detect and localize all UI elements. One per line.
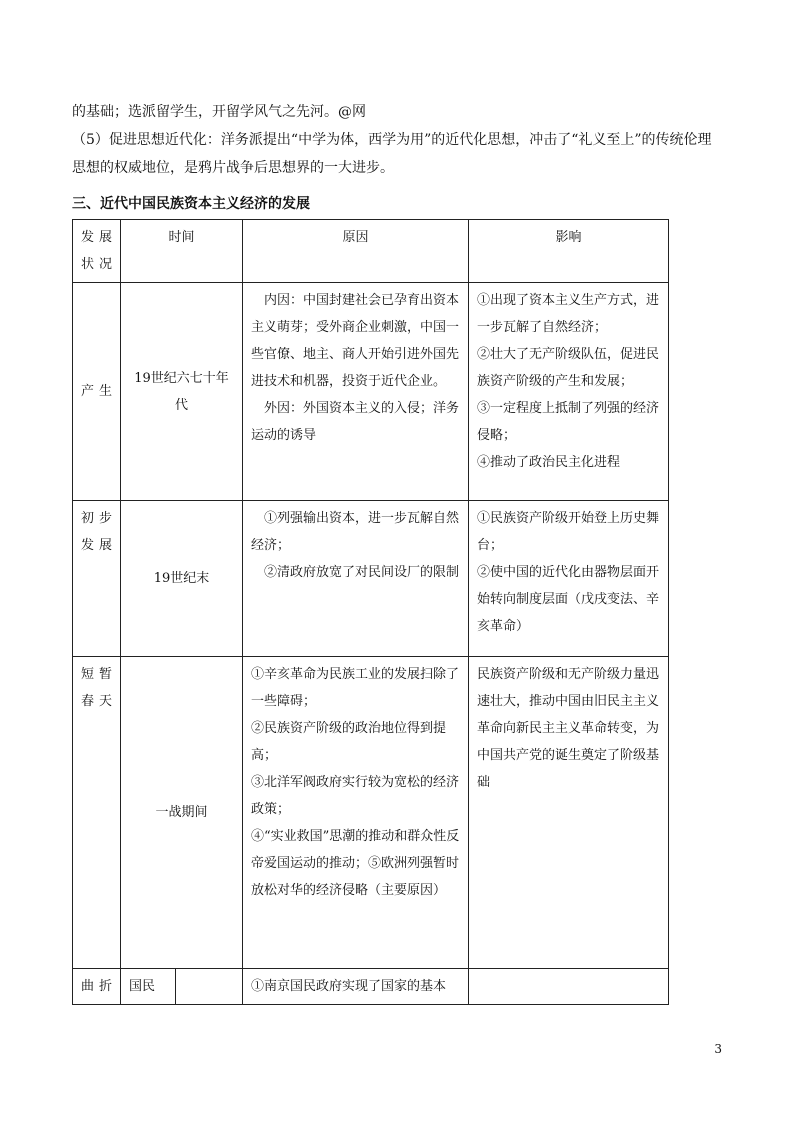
- cause-cell: [243, 969, 469, 1005]
- status-cell: 曲折: [73, 969, 121, 1005]
- impact-line: ①民族资产阶级开始登上历史舞台；: [477, 511, 660, 553]
- header-status: 发展状况: [73, 220, 121, 283]
- cause-line: ②清政府放宽了对民间设厂的限制: [264, 565, 460, 580]
- time-cell: 19世纪六七十年代: [121, 283, 243, 501]
- cause-line: 内因：中国封建社会已孕育出资本主义萌芽；受外商企业刺激，中国一些官僚、地主、商人开始引进外国先进技术和机器，投资于近代企业。: [251, 293, 460, 389]
- paragraph-1: 的基础；选派留学生，开留学风气之先河。@网: [72, 104, 366, 120]
- cause-line: ①列强输出资本，进一步瓦解自然经济；: [251, 511, 460, 553]
- page-number: 3: [714, 1042, 722, 1056]
- cause-cell: [243, 657, 469, 969]
- time-cell: 一战期间: [121, 657, 243, 969]
- cause-line: ③北洋军阀政府实行较为宽松的经济政策；: [251, 775, 460, 817]
- status-cell: 短暂春天: [73, 657, 121, 969]
- impact-line: ②使中国的近代化由器物层面开始转向制度层面（戊戌变法、辛亥革命）: [477, 565, 660, 634]
- cause-line: ②民族资产阶级的政治地位得到提高；: [251, 721, 447, 763]
- section-heading: 三、近代中国民族资本主义经济的发展: [72, 196, 310, 212]
- header-time: 时间: [121, 220, 243, 283]
- cause-line: ①南京国民政府实现了国家的基本: [251, 979, 447, 994]
- impact-cell: [469, 657, 669, 969]
- table-row: [73, 969, 669, 1005]
- economy-table: [72, 219, 669, 1005]
- table-row: [73, 283, 669, 501]
- impact-cell: [469, 283, 669, 501]
- table-header-row: [73, 220, 669, 283]
- paragraph-2: （5）促进思想近代化：洋务派提出“中学为体，西学为用”的近代化思想，冲击了“礼义至上”的传统伦理思想的权威地位，是鸦片战争后思想界的一大进步。: [72, 132, 712, 176]
- impact-line: ①出现了资本主义生产方式，进一步瓦解了自然经济；: [477, 293, 660, 335]
- time-cell: [121, 969, 243, 1005]
- impact-cell: [469, 969, 669, 1005]
- cause-cell: [243, 283, 469, 501]
- impact-line: ②壮大了无产阶级队伍，促进民族资产阶级的产生和发展；: [477, 347, 660, 389]
- impact-line: ④推动了政治民主化进程: [477, 455, 621, 470]
- cause-line: ④“实业救国”思潮的推动和群众性反帝爱国运动的推动；⑤欧洲列强暂时放松对华的经济侵略（主要原因）: [251, 829, 460, 898]
- impact-line: ③一定程度上抵制了列强的经济侵略；: [477, 401, 660, 443]
- status-cell: 产生: [73, 283, 121, 501]
- header-impact: 影响: [469, 220, 669, 283]
- cause-cell: [243, 501, 469, 657]
- cause-line: ①辛亥革命为民族工业的发展扫除了一些障碍；: [251, 667, 460, 709]
- time-cell: 19世纪末: [121, 501, 243, 657]
- header-cause: 原因: [243, 220, 469, 283]
- status-cell: 初步发展: [73, 501, 121, 657]
- cause-line: 外因：外国资本主义的入侵；洋务运动的诱导: [251, 401, 460, 443]
- impact-line: 民族资产阶级和无产阶级力量迅速壮大，推动中国由旧民主主义革命向新民主主义革命转变，为中国共产党的诞生奠定了阶级基础: [477, 667, 660, 790]
- impact-cell: [469, 501, 669, 657]
- table-row: [73, 501, 669, 657]
- time-cell-part: 国民: [121, 969, 176, 1004]
- table-row: [73, 657, 669, 969]
